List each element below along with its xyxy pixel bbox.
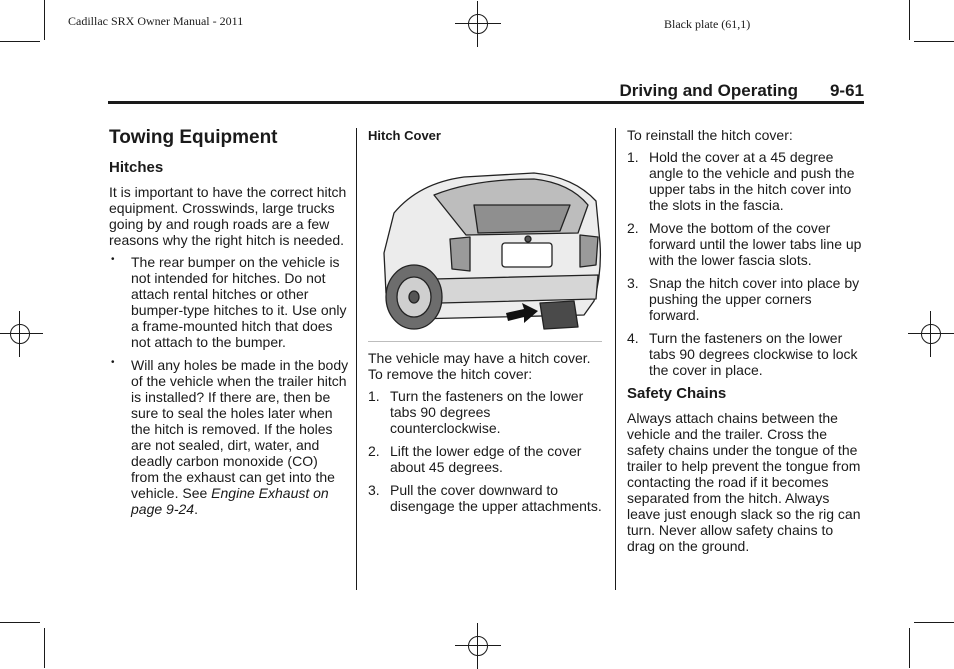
running-head <box>619 81 864 101</box>
removal-steps <box>368 388 604 514</box>
list-item <box>627 149 863 213</box>
step-number: 2. <box>368 443 380 459</box>
crop-mark <box>44 0 45 40</box>
list-item <box>627 330 863 378</box>
column-divider <box>356 128 357 590</box>
section-heading: Safety Chains <box>627 385 727 402</box>
slug-right: Black plate (61,1) <box>664 17 751 31</box>
reinstall-steps <box>627 149 863 378</box>
list-item <box>368 482 604 514</box>
step-number: 3. <box>368 482 380 498</box>
step-number: 2. <box>627 220 639 236</box>
car-rear-hitch-illustration-icon <box>374 153 608 333</box>
list-item <box>627 275 863 323</box>
safety-chains-paragraph: Always attach chains between the vehicle and the trailer. Cross the safety chains under the tongue of the trailer to help prevent the tongue from contacting the road if it becomes separated from the hitch. Always leave just enough slack so the rig can turn. Never allow safety chains to drag on the ground. <box>627 410 861 554</box>
step-text: Turn the fasteners on the lower tabs 90 degrees clockwise to lock the cover in place. <box>649 330 858 378</box>
registration-mark-right <box>908 311 954 357</box>
figure-divider <box>368 341 602 342</box>
step-text: Hold the cover at a 45 degree angle to the vehicle and push the upper tabs in the hitch cover into the slots in the fascia. <box>649 149 855 213</box>
step-number: 3. <box>627 275 639 291</box>
reinstall-intro: To reinstall the hitch cover: <box>627 127 793 143</box>
section-heading: Hitches <box>109 159 164 176</box>
crop-mark <box>0 41 40 42</box>
page-title: Towing Equipment <box>109 127 278 148</box>
intro-paragraph: It is important to have the correct hitch equipment. Crosswinds, large trucks going by and rough roads are a few reasons why the right hitch is needed. <box>109 184 347 248</box>
bullet-marker: • <box>111 254 115 265</box>
figure-heading: Hitch Cover <box>368 128 441 143</box>
crop-mark <box>914 622 954 623</box>
column-3 <box>627 127 863 560</box>
page-number: 9-61 <box>829 81 864 100</box>
list-item <box>627 220 863 268</box>
crop-mark <box>0 622 40 623</box>
list-item <box>368 388 604 436</box>
step-text: Turn the fasteners on the lower tabs 90 degrees counterclockwise. <box>390 388 584 436</box>
slug-left: Cadillac SRX Owner Manual - 2011 <box>68 14 244 28</box>
registration-mark-bottom <box>455 623 501 669</box>
step-number: 1. <box>627 149 639 165</box>
list-item-text: Will any holes be made in the body of the vehicle when the trailer hitch is installed? If there are, then be sure to seal the holes later when the hitch is removed. If the holes are not sealed, dirt, water, and deadly carbon monoxide (CO) from the exhaust can get into the vehicle. See <box>131 357 349 501</box>
step-text: Pull the cover downward to disengage the upper attachments. <box>390 482 602 514</box>
figure-caption: The vehicle may have a hitch cover. To remove the hitch cover: <box>368 350 591 382</box>
crop-mark <box>909 628 910 668</box>
list-item <box>109 357 349 517</box>
bullet-list <box>109 254 349 517</box>
registration-mark-left <box>0 311 43 357</box>
crop-mark <box>914 41 954 42</box>
crop-mark <box>909 0 910 40</box>
step-text: Snap the hitch cover into place by pushing the upper corners forward. <box>649 275 860 323</box>
registration-mark-top <box>455 1 501 47</box>
step-text: Lift the lower edge of the cover about 45 degrees. <box>390 443 582 475</box>
column-2 <box>368 128 604 521</box>
list-item <box>109 254 349 350</box>
list-item-text: The rear bumper on the vehicle is not intended for hitches. Do not attach rental hitches or other bumper-type hitches to it. Use only a frame-mounted hitch that does not attach to the bumper. <box>131 254 347 350</box>
step-number: 4. <box>627 330 639 346</box>
header-rule <box>108 101 864 104</box>
section-title: Driving and Operating <box>619 81 798 100</box>
list-item-tail: . <box>194 501 198 517</box>
column-divider <box>615 128 616 590</box>
column-1 <box>109 127 349 524</box>
crop-mark <box>44 628 45 668</box>
step-number: 1. <box>368 388 380 404</box>
bullet-marker: • <box>111 357 115 368</box>
cross-reference-link[interactable]: Engine Exhaust on page 9-24 <box>131 485 329 517</box>
step-text: Move the bottom of the cover forward until the lower tabs line up with the lower fascia slots. <box>649 220 862 268</box>
list-item <box>368 443 604 475</box>
